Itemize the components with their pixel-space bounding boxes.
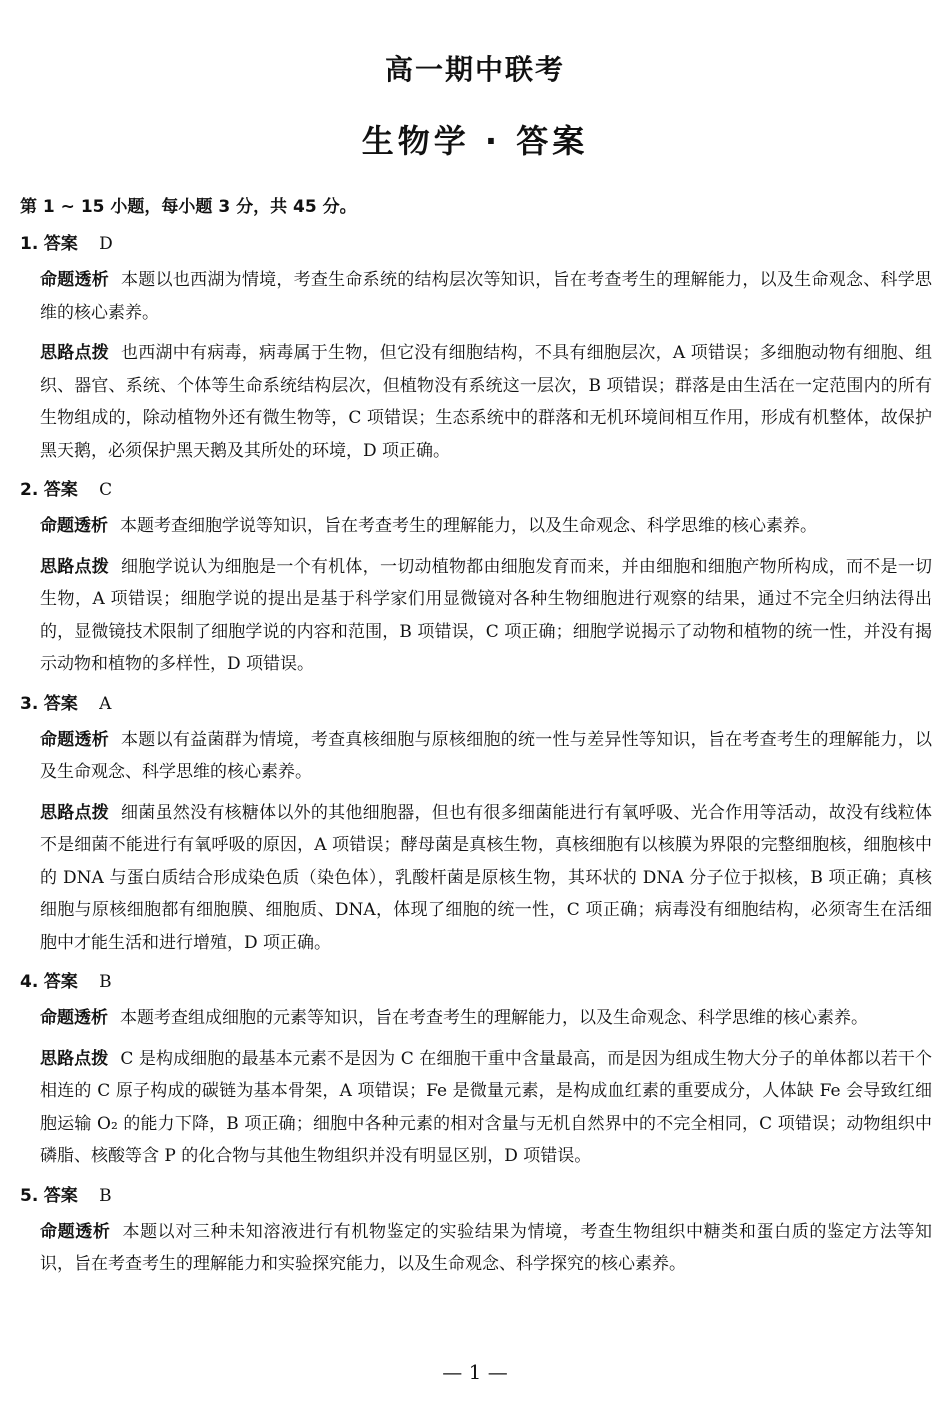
question-number: 2.: [20, 480, 39, 500]
answer-label: 答案: [43, 972, 78, 992]
reasoning-text: C 是构成细胞的最基本元素不是因为 C 在细胞干重中含量最高，而是因为组成生物大分子的单体都以若干个相连的 C 原子构成的碳链为基本骨架，A 项错误；Fe 是微量元素，是构成血红素的重要成分，人体缺 Fe 会导致红细胞运输 O₂ 的能力下降，B 项正确；细胞中各种元素的相对含量与无机自然界中的不完全相同，C 项错误；动物组织中磷脂、核酸等含 P 的化合物与其他生物组织并没有明显区别，D 项错误。: [40, 1048, 932, 1166]
analysis-label: 命题透析: [40, 1221, 111, 1242]
question-answer-line: [20, 689, 932, 714]
question-item: [20, 967, 932, 1173]
reasoning-text: 也西湖中有病毒，病毒属于生物，但它没有细胞结构，不具有细胞层次，A 项错误；多细胞动物有细胞、组织、器官、系统、个体等生命系统结构层次，但植物没有系统这一层次，B 项错误；群落是由生活在一定范围内的所有生物组成的，除动植物外还有微生物等，C 项错误；生态系统中的群落和无机环境间相互作用，形成有机整体，故保护黑天鹅，必须保护黑天鹅及其所处的环境，D 项正确。: [40, 343, 933, 461]
answer-label: 答案: [43, 234, 78, 254]
reasoning-paragraph: [40, 1043, 932, 1173]
question-answer-line: [20, 1181, 932, 1206]
reasoning-label: 思路点拨: [40, 802, 110, 823]
answer-label: 答案: [43, 1185, 78, 1206]
page-number: — 1 —: [442, 1360, 508, 1384]
answer-value: D: [99, 234, 113, 254]
analysis-label: 命题透析: [40, 1008, 108, 1028]
reasoning-label: 思路点拨: [40, 343, 109, 363]
analysis-label: 命题透析: [40, 270, 110, 290]
question-answer-line: [20, 229, 932, 254]
question-number: 1.: [20, 234, 39, 254]
page-title: 高一期中联考: [384, 53, 565, 86]
analysis-paragraph: [40, 510, 932, 543]
analysis-paragraph: [40, 264, 932, 329]
question-number: 5.: [20, 1185, 39, 1206]
analysis-text: 本题考查组成细胞的元素等知识，旨在考查考生的理解能力，以及生命观念、科学思维的核心素养。: [120, 1008, 868, 1028]
analysis-text: 本题以也西湖为情境，考查生命系统的结构层次等知识，旨在考查考生的理解能力，以及生命观念、科学思维的核心素养。: [40, 270, 933, 323]
reasoning-paragraph: [40, 797, 932, 960]
analysis-text: 本题考查细胞学说等知识，旨在考查考生的理解能力，以及生命观念、科学思维的核心素养。: [120, 516, 817, 536]
section-intro: 第 1 ~ 15 小题，每小题 3 分，共 45 分。: [20, 197, 357, 217]
reasoning-label: 思路点拨: [40, 556, 110, 577]
question-item: [20, 689, 932, 960]
question-item: [20, 475, 932, 681]
analysis-label: 命题透析: [40, 516, 108, 536]
analysis-paragraph: [40, 1002, 932, 1035]
answer-value: C: [99, 480, 113, 500]
answer-value: A: [99, 693, 112, 714]
analysis-text: 本题以有益菌群为情境，考查真核细胞与原核细胞的统一性与差异性等知识，旨在考查考生的理解能力，以及生命观念、科学思维的核心素养。: [40, 729, 933, 782]
question-number: 4.: [20, 972, 39, 992]
reasoning-paragraph: [40, 551, 932, 681]
reasoning-text: 细菌虽然没有核糖体以外的其他细胞器，但也有很多细菌能进行有氧呼吸、光合作用等活动，故没有线粒体不是细菌不能进行有氧呼吸的原因，A 项错误；酵母菌是真核生物，真核细胞有以核膜为界限的完整细胞核，细胞核中的 DNA 与蛋白质结合形成染色质（染色体），乳酸杆菌是原核生物，其环状的 DNA 分子位于拟核，B 项正确；真核细胞与原核细胞都有细胞膜、细胞质、DNA，体现了细胞的统一性，C 项正确；病毒没有细胞结构，必须寄生在活细胞中才能生活和进行增殖，D 项正确。: [40, 802, 933, 953]
reasoning-paragraph: [40, 337, 932, 467]
answer-value: B: [99, 1185, 112, 1206]
answer-content: [20, 192, 932, 1289]
page-subtitle: 生物学 · 答案: [361, 122, 589, 160]
answer-label: 答案: [43, 693, 78, 714]
question-answer-line: [20, 967, 932, 992]
reasoning-text: 细胞学说认为细胞是一个有机体，一切动植物都由细胞发育而来，并由细胞和细胞产物所构成，而不是一切生物，A 项错误；细胞学说的提出是基于科学家们用显微镜对各种生物细胞进行观察的结果，通过不完全归纳法得出的，显微镜技术限制了细胞学说的内容和范围，B 项错误，C 项正确；细胞学说揭示了动物和植物的统一性，并没有揭示动物和植物的多样性，D 项错误。: [40, 556, 933, 674]
analysis-text: 本题以对三种未知溶液进行有机物鉴定的实验结果为情境，考查生物组织中糖类和蛋白质的鉴定方法等知识，旨在考查考生的理解能力和实验探究能力，以及生命观念、科学探究的核心素养。: [40, 1221, 933, 1274]
answer-label: 答案: [43, 480, 78, 500]
question-answer-line: [20, 475, 932, 500]
question-item: [20, 229, 932, 467]
analysis-label: 命题透析: [40, 729, 110, 750]
answer-value: B: [99, 972, 112, 992]
analysis-paragraph: [40, 1216, 932, 1281]
question-item: [20, 1181, 932, 1281]
reasoning-label: 思路点拨: [40, 1048, 109, 1069]
analysis-paragraph: [40, 724, 932, 789]
question-number: 3.: [20, 693, 39, 714]
